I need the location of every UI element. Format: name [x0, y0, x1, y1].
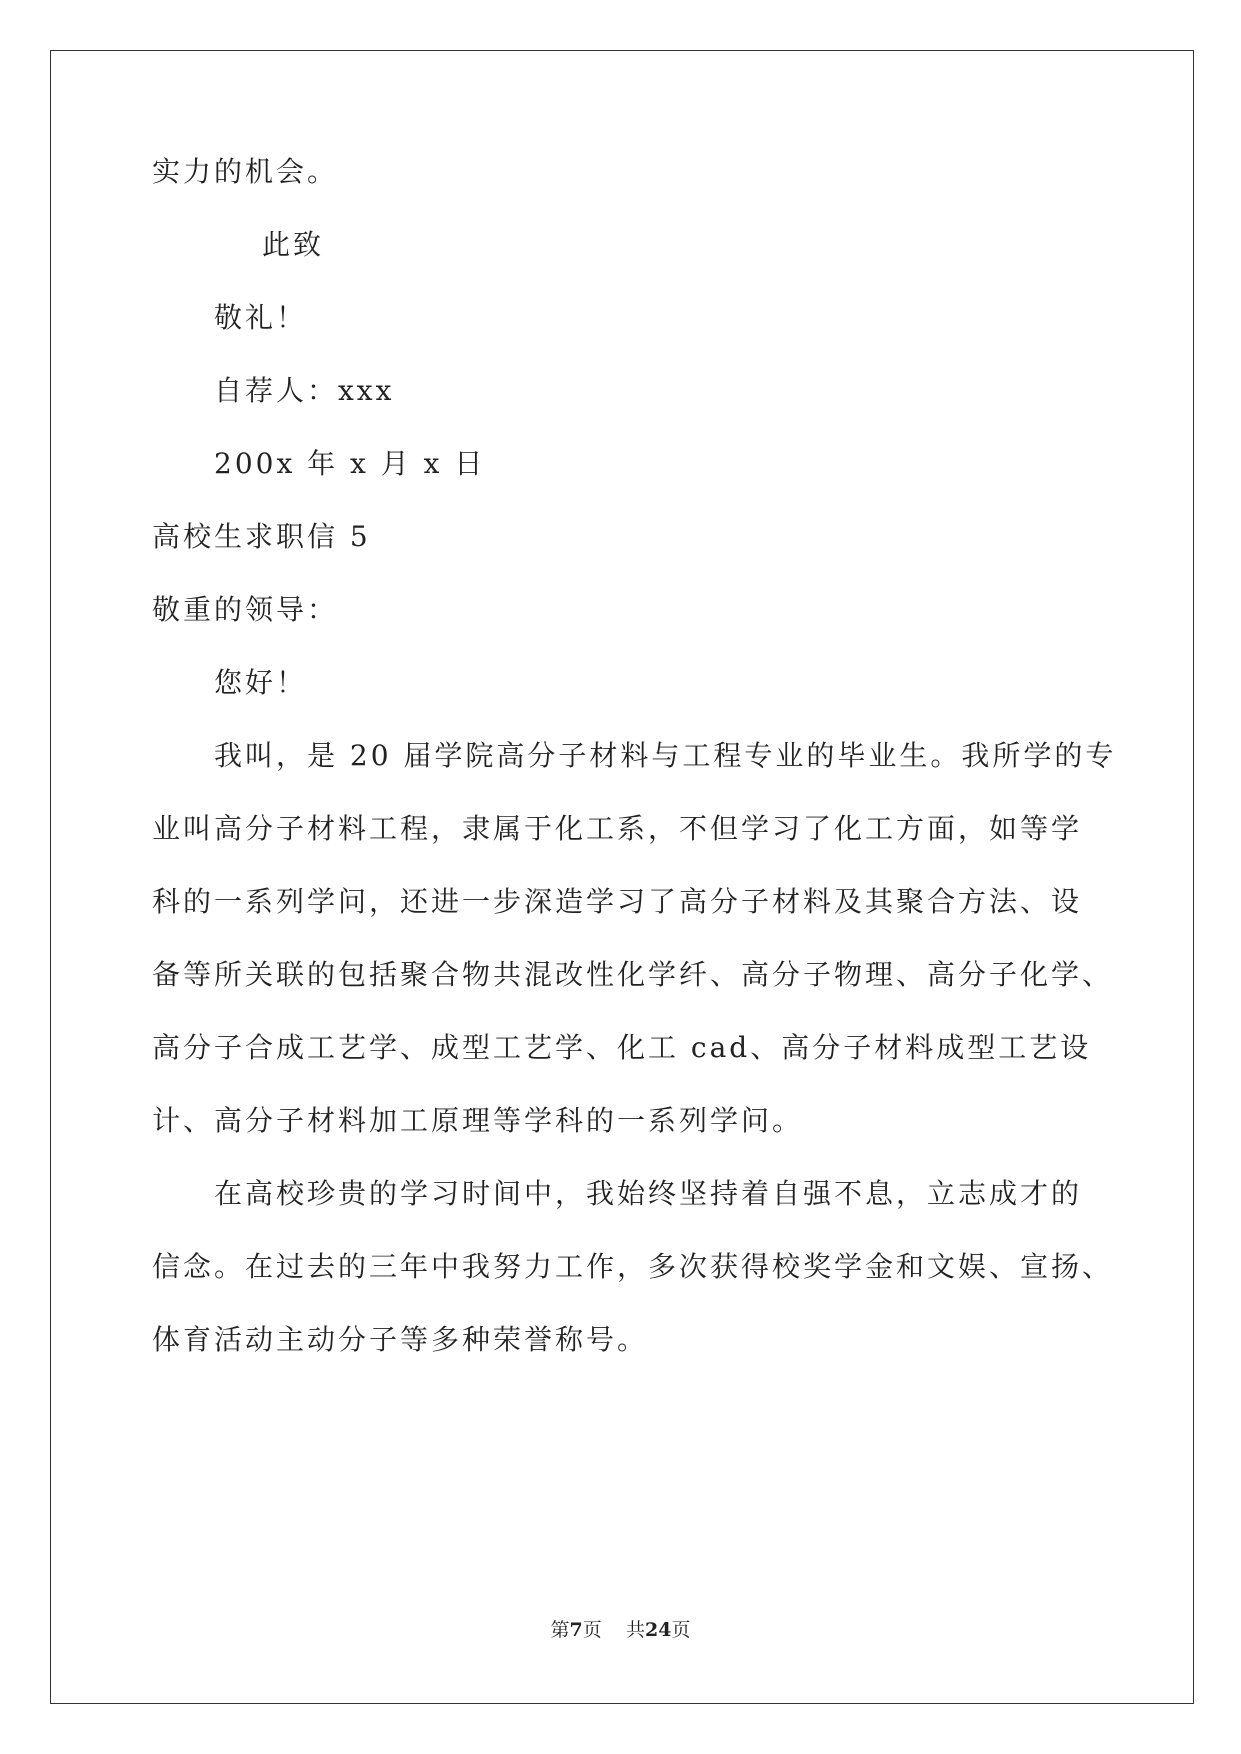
paragraph-line: 业叫高分子材料工程，隶属于化工系，不但学习了化工方面，如等学 — [152, 812, 1083, 845]
total-suffix: 页 — [671, 1619, 691, 1641]
paragraph-line: 科的一系列学问，还进一步深造学习了高分子材料及其聚合方法、设 — [152, 885, 1083, 918]
paragraph-line: 备等所关联的包括聚合物共混改性化学纤、高分子物理、高分子化学、 — [152, 958, 1114, 991]
closing-regards: 敬礼！ — [214, 301, 308, 334]
page-number: 7 — [569, 1619, 583, 1641]
page-prefix: 第 — [550, 1619, 570, 1641]
signature-line: 自荐人：xxx — [214, 374, 395, 407]
total-pages: 24 — [644, 1619, 672, 1641]
paragraph-line: 高分子合成工艺学、成型工艺学、化工 cad、高分子材料成型工艺设 — [152, 1031, 1092, 1064]
date-line: 200x 年 x 月 x 日 — [214, 447, 486, 480]
paragraph-line: 计、高分子材料加工原理等学科的一系列学问。 — [152, 1104, 804, 1137]
paragraph-line: 信念。在过去的三年中我努力工作，多次获得校奖学金和文娱、宣扬、 — [152, 1250, 1114, 1283]
paragraph-line: 我叫，是 20 届学院高分子材料与工程专业的毕业生。我所学的专 — [214, 739, 1117, 772]
paragraph-line: 在高校珍贵的学习时间中，我始终坚持着自强不息，立志成才的 — [214, 1177, 1083, 1210]
page-footer — [0, 1618, 1241, 1642]
hello-line: 您好！ — [214, 666, 308, 699]
total-prefix: 共 — [625, 1619, 645, 1641]
greeting-line: 敬重的领导： — [152, 593, 339, 626]
section-heading: 高校生求职信 5 — [152, 520, 371, 553]
page-suffix: 页 — [582, 1619, 602, 1641]
closing-salutation: 此致 — [262, 228, 325, 261]
text-line-continuation: 实力的机会。 — [152, 155, 339, 188]
paragraph-line: 体育活动主动分子等多种荣誉称号。 — [152, 1323, 649, 1356]
